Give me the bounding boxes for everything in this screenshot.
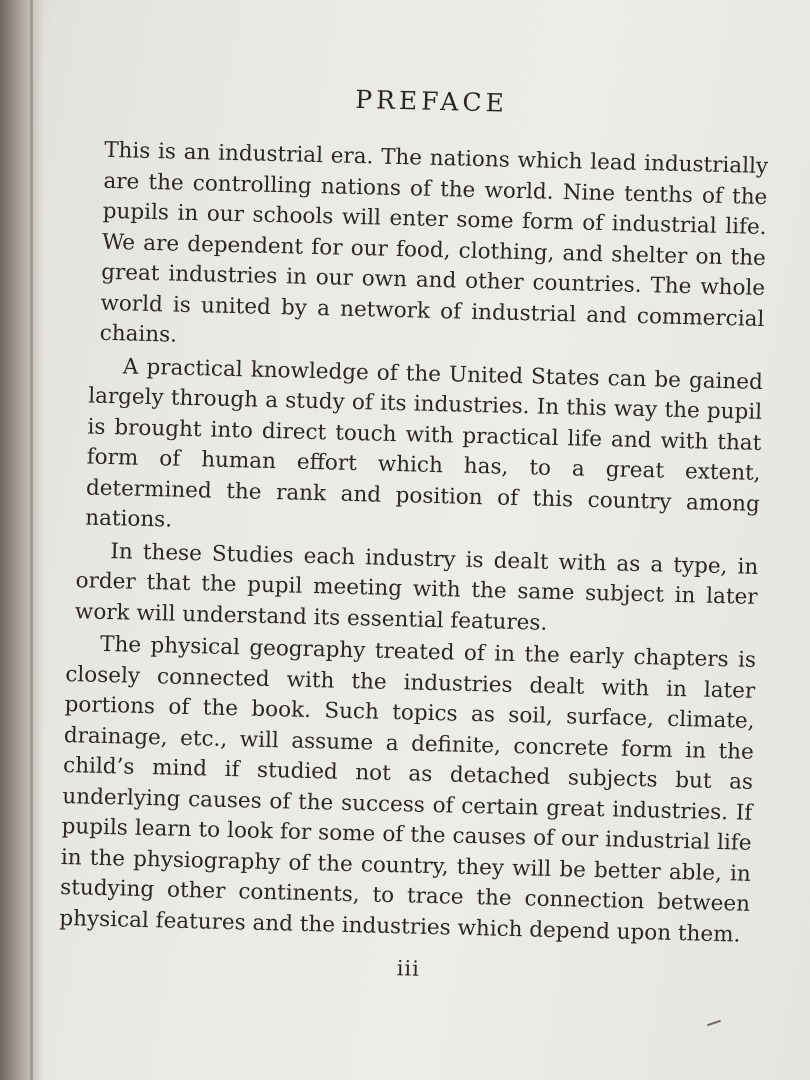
page-number: iii: [396, 956, 421, 981]
paragraph-3: In these Studies each industry is dealt with as a type, in order that the pupil meeting with the same subject in later work will understand its essential features.: [74, 538, 759, 636]
pencil-mark: [707, 1020, 721, 1026]
spine-edge: [30, 0, 33, 1080]
paragraph-1: This is an industrial era. The nations which lead industrially are the controlling nations of the world. Nine tenths of the pupils in our schools will enter some form of industrial life. We are dependent for our food, clothing, and shelter on the great industries in our own and other countries. The whole world is united by a network of industrial and commercial chains.: [99, 137, 769, 348]
paragraph-4: The physical geography treated of in the early chapters is closely connected with the industries dealt with in later portions of the book. Such topics as soil, surface, climate, drainage, etc., will assume a definite, concrete form in the child’s mind if studied not as detached subjects but as underlying causes of the success of certain great industries. If pupils learn to look for some of the causes of our industrial life in the physiography of the country, they will be better able, in studying other continents, to trace the connection between physical features and the industries which depend upon them.: [59, 631, 757, 948]
paragraph-2: A practical knowledge of the United States can be gained largely through a study of its industries. In this way the pupil is brought into direct touch with practical life and with that form of human effort which has, to a great extent, determined the rank and position of this country among nations.: [84, 353, 764, 533]
book-spine: [0, 0, 44, 1080]
text-block: [50, 78, 770, 989]
page-title: PREFACE: [354, 84, 509, 118]
